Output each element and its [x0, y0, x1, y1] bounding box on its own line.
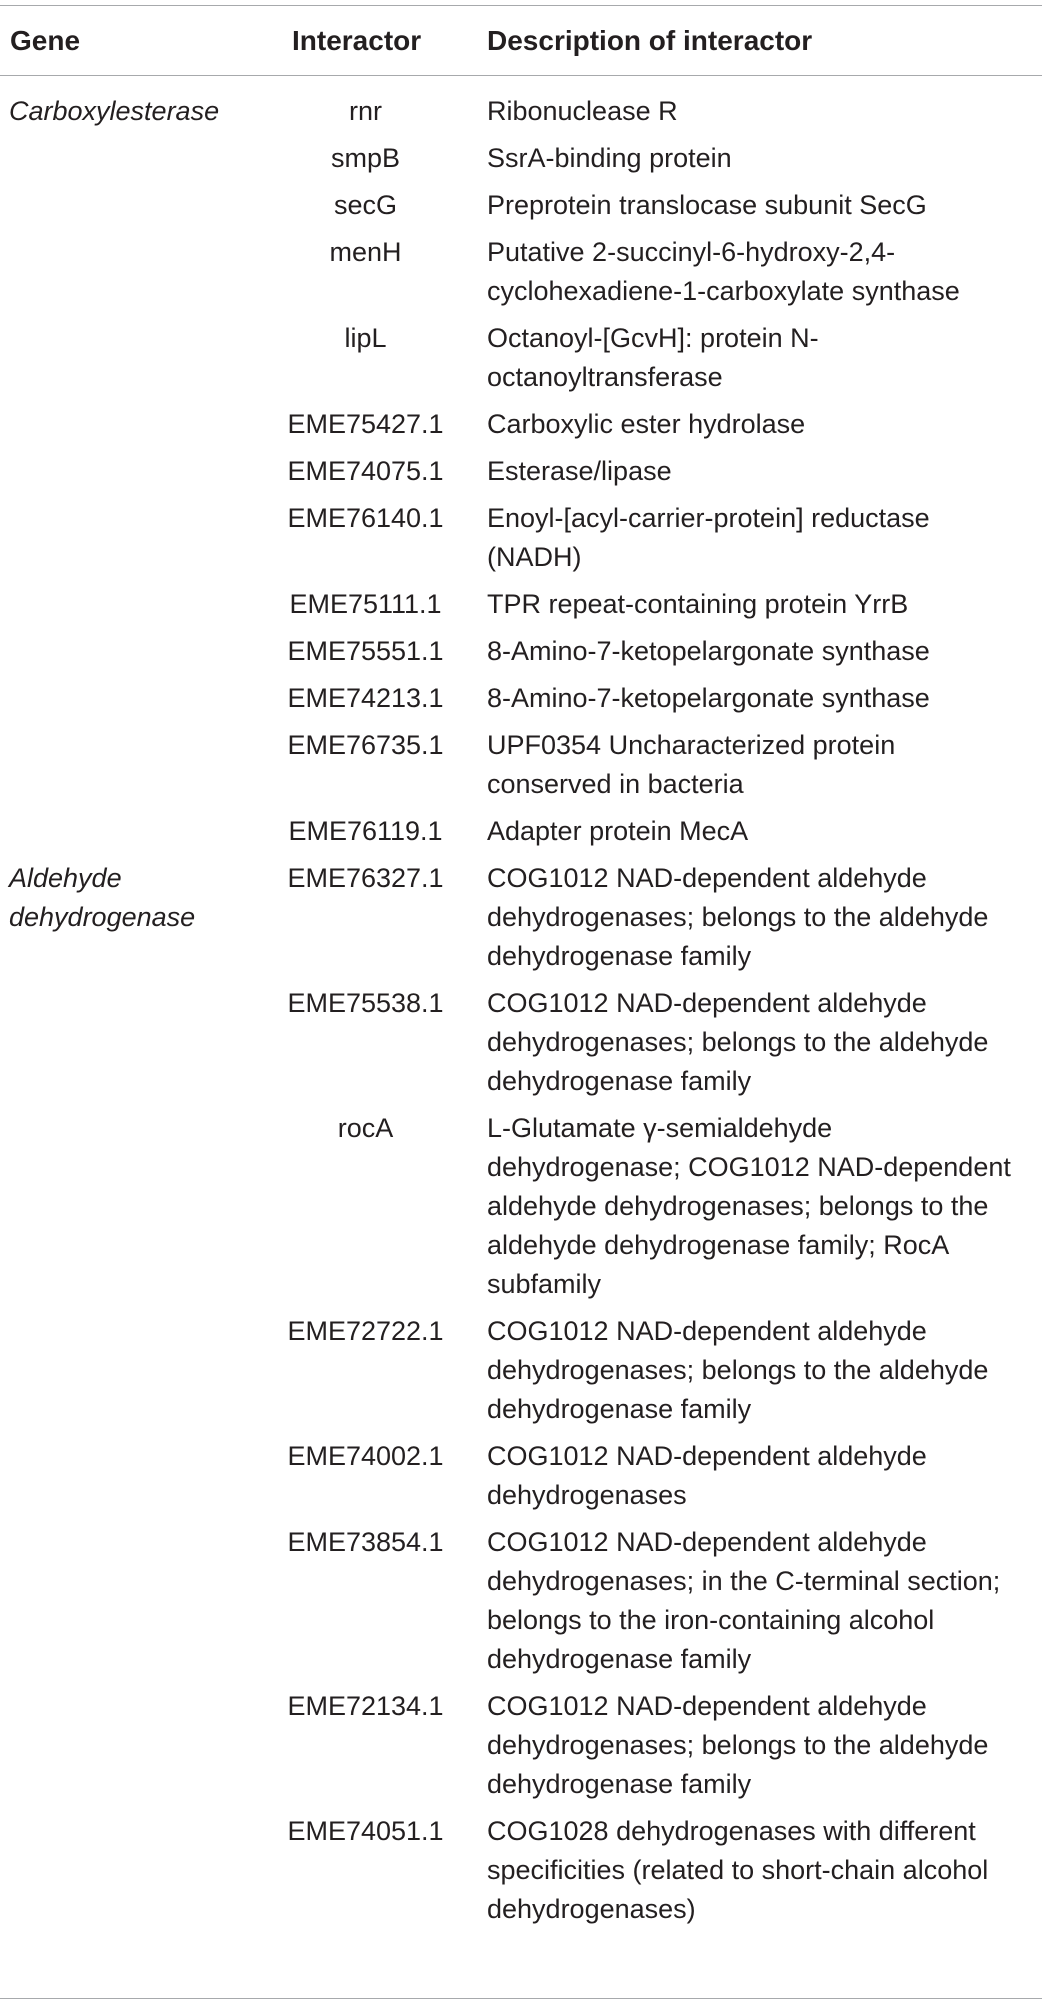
interactor-cell: secG: [333, 190, 398, 220]
description-cell: COG1012 NAD-dependent aldehyde dehydrogenases; belongs to the aldehyde dehydrogenase family: [487, 1316, 989, 1424]
interactor-cell: smpB: [330, 143, 401, 173]
header-description: Description of interactor: [487, 25, 813, 56]
gene-cell: Carboxylesterase: [9, 96, 220, 126]
interactor-cell: EME76735.1: [287, 730, 444, 760]
table-row: [0, 1523, 1042, 1687]
table-row: [0, 1437, 1042, 1523]
interactor-cell: EME74075.1: [287, 456, 444, 486]
description-cell: COG1012 NAD-dependent aldehyde dehydrogenases: [487, 1441, 927, 1510]
description-cell: TPR repeat-containing protein YrrB: [487, 589, 909, 619]
description-cell: UPF0354 Uncharacterized protein conserved in bacteria: [487, 730, 896, 799]
description-cell: Adapter protein MecA: [487, 816, 749, 846]
description-cell: COG1012 NAD-dependent aldehyde dehydrogenases; belongs to the aldehyde dehydrogenase family: [487, 863, 989, 971]
table-row: [0, 1812, 1042, 1937]
interactor-cell: EME74213.1: [287, 683, 444, 713]
description-cell: Putative 2-succinyl-6-hydroxy-2,4-cyclohexadiene-1-carboxylate synthase: [487, 237, 960, 306]
table-header: [0, 0, 1042, 76]
description-cell: Octanoyl-[GcvH]: protein N-octanoyltransferase: [487, 323, 819, 392]
table-row: [0, 984, 1042, 1109]
table-row: [0, 585, 1042, 632]
table-row: [0, 186, 1042, 233]
table-row: [0, 499, 1042, 585]
interactor-cell: EME74002.1: [287, 1441, 444, 1471]
interactor-cell: EME76327.1: [287, 863, 444, 893]
table-row: [0, 812, 1042, 859]
description-cell: Preprotein translocase subunit SecG: [487, 190, 927, 220]
header-interactor: Interactor: [292, 25, 422, 56]
table-row: [0, 1109, 1042, 1312]
description-text: -Glutamate γ-semialdehyde dehydrogenase; COG1012 NAD-dependent aldehyde dehydrogenases; belongs to the aldehyde dehydrogenase family; RocA subfamily: [487, 1113, 1011, 1299]
table-row: [0, 233, 1042, 319]
description-cell: 8-Amino-7-ketopelargonate synthase: [487, 683, 930, 713]
description-cell: COG1012 NAD-dependent aldehyde dehydrogenases; belongs to the aldehyde dehydrogenase family: [487, 988, 989, 1096]
interactor-cell: EME76119.1: [288, 816, 443, 846]
interactor-cell: EME76140.1: [287, 503, 444, 533]
table-row: [0, 679, 1042, 726]
gene-cell: Aldehyde dehydrogenase: [9, 863, 196, 932]
table-row: [0, 139, 1042, 186]
table-row: [0, 859, 1042, 984]
table-row: [0, 405, 1042, 452]
interactor-cell: rocA: [337, 1113, 394, 1143]
interactor-cell: EME74051.1: [287, 1816, 444, 1846]
header-rule: [0, 75, 1042, 76]
interactor-cell: rnr: [349, 96, 382, 126]
description-cell: [466, 1109, 1021, 1304]
interactor-cell: EME72134.1: [287, 1691, 444, 1721]
description-cell: Ribonuclease R: [487, 96, 678, 126]
table-body: [0, 92, 1042, 1937]
interactor-cell: EME75427.1: [287, 409, 444, 439]
description-cell: COG1028 dehydrogenases with different specificities (related to short-chain alcohol dehydrogenases): [487, 1816, 989, 1924]
description-cell: COG1012 NAD-dependent aldehyde dehydrogenases; in the C-terminal section; belongs to the iron-containing alcohol dehydrogenase family: [487, 1527, 1001, 1674]
table-row: [0, 726, 1042, 812]
description-cell: Esterase/lipase: [487, 456, 672, 486]
interactor-cell: EME75111.1: [289, 589, 442, 619]
table-row: [0, 632, 1042, 679]
description-cell: SsrA-binding protein: [487, 143, 732, 173]
table-row: [0, 1687, 1042, 1812]
description-cell: Enoyl-[acyl-carrier-protein] reductase (NADH): [487, 503, 930, 572]
interactor-cell: lipL: [344, 323, 387, 353]
table-row: [0, 92, 1042, 139]
table-row: [0, 319, 1042, 405]
interactor-cell: EME73854.1: [287, 1527, 444, 1557]
header-gene: Gene: [10, 25, 81, 56]
interactor-cell: menH: [329, 237, 402, 267]
description-cell: 8-Amino-7-ketopelargonate synthase: [487, 636, 930, 666]
description-cell: COG1012 NAD-dependent aldehyde dehydrogenases; belongs to the aldehyde dehydrogenase family: [487, 1691, 989, 1799]
interactor-cell: EME75538.1: [287, 988, 444, 1018]
interactor-cell: EME72722.1: [287, 1316, 444, 1346]
description-cell: Carboxylic ester hydrolase: [487, 409, 806, 439]
table-row: [0, 452, 1042, 499]
interactor-cell: EME75551.1: [287, 636, 444, 666]
table-bottom-rule: [0, 1998, 1042, 1999]
table-row: [0, 1312, 1042, 1437]
l-prefix: L: [487, 1113, 503, 1143]
